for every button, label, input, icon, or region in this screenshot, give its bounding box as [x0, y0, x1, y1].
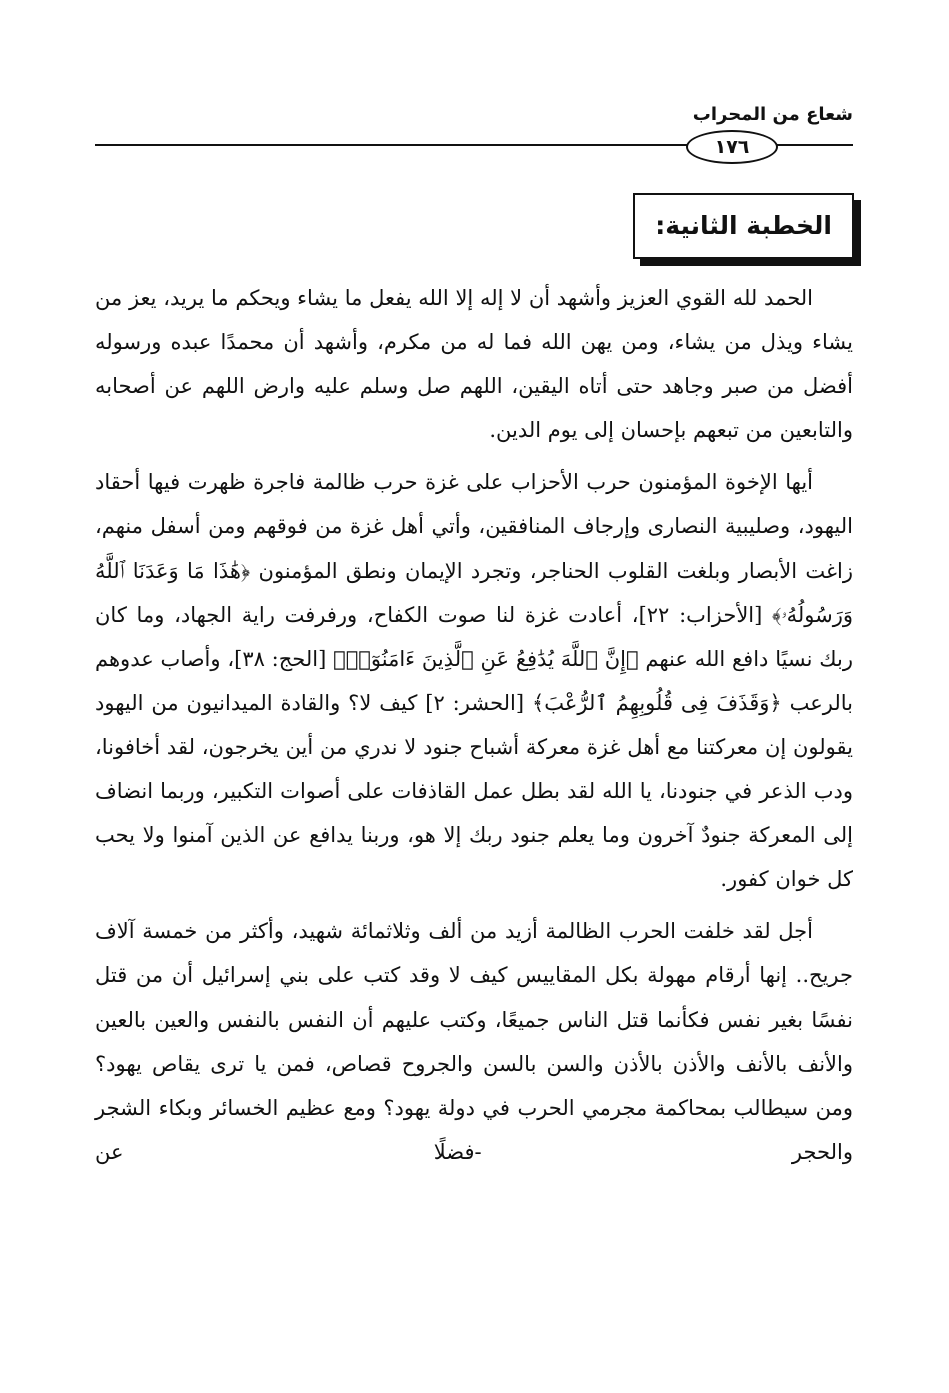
page-number: ١٧٦: [686, 130, 778, 164]
section-heading: الخطبة الثانية:: [655, 211, 832, 240]
running-title: شعاع من المحراب: [692, 104, 853, 125]
page-header: [95, 100, 853, 160]
section-heading-box: [633, 193, 854, 259]
body-text: [95, 276, 853, 1182]
paragraph-1: الحمد لله القوي العزيز وأشهد أن لا إله إلا الله يفعل ما يشاء ويحكم ما يريد، يعز من يشاء ويذل من يشاء، ومن يهن الله فما له من مكرم، وأشهد أن محمدًا عبده ورسوله أفضل من صبر وجاهد حتى أتاه اليقين، اللهم صل وسلم عليه وارض اللهم عن أصحابه والتابعين من تبعهم بإحسان إلى يوم الدين.: [95, 286, 853, 443]
paragraph-2: أيها الإخوة المؤمنون حرب الأحزاب على غزة حرب ظالمة فاجرة ظهرت فيها أحقاد اليهود، وصليبية النصارى وإرجاف المنافقين، وأتي أهل غزة من فوقهم ومن أسفل منهم، زاغت الأبصار وبلغت القلوب الحناجر، وتجرد الإيمان ونطق المؤمنون ﴿هَٰذَا مَا وَعَدَنَا ٱللَّهُ وَرَسُولُهُۥ﴾ [الأحزاب: ٢٢]، أعادت غزة لنا صوت الكفاح، ورفرفت راية الجهاد، وما كان ربك نسيًا دافع الله عنهم ﴿إِنَّ ٱللَّهَ يُدَٰفِعُ عَنِ ٱلَّذِينَ ءَامَنُوٓا۟﴾ [الحج: ٣٨]، وأصاب عدوهم بالرعب ﴿وَقَذَفَ فِى قُلُوبِهِمُ ٱلرُّعْبَ﴾ [الحشر: ٢] كيف لا؟ والقادة الميدانيون من اليهود يقولون إن معركتنا مع أهل غزة معركة أشباح جنود لا ندري من أين يخرجون، لقد أخافونا، ودب الذعر في جنودنا، يا الله لقد بطل عمل القاذفات على أصوات التكبير، وربما انضاف إلى المعركة جنودٌ آخرون وما يعلم جنود ربك إلا هو، وربنا يدافع عن الذين آمنوا ولا يحب كل خوان كفور.: [95, 470, 853, 892]
paragraph-3: أجل لقد خلفت الحرب الظالمة أزيد من ألف وثلاثمائة شهيد، وأكثر من خمسة آلاف جريح.. إنها أرقام مهولة بكل المقاييس كيف لا وقد كتب على بني إسرائيل أن من قتل نفسًا بغير نفس فكأنما قتل الناس جميعًا، وكتب عليهم أن النفس بالنفس والعين بالعين والأنف بالأنف والأذن بالأذن والسن بالسن والجروح قصاص، فمن يا ترى يقاص يهود؟ ومن سيطالب بمحاكمة مجرمي الحرب في دولة يهود؟ ومع عظيم الخسائر وبكاء الشجر والحجر -فضلًا عن: [95, 919, 853, 1164]
